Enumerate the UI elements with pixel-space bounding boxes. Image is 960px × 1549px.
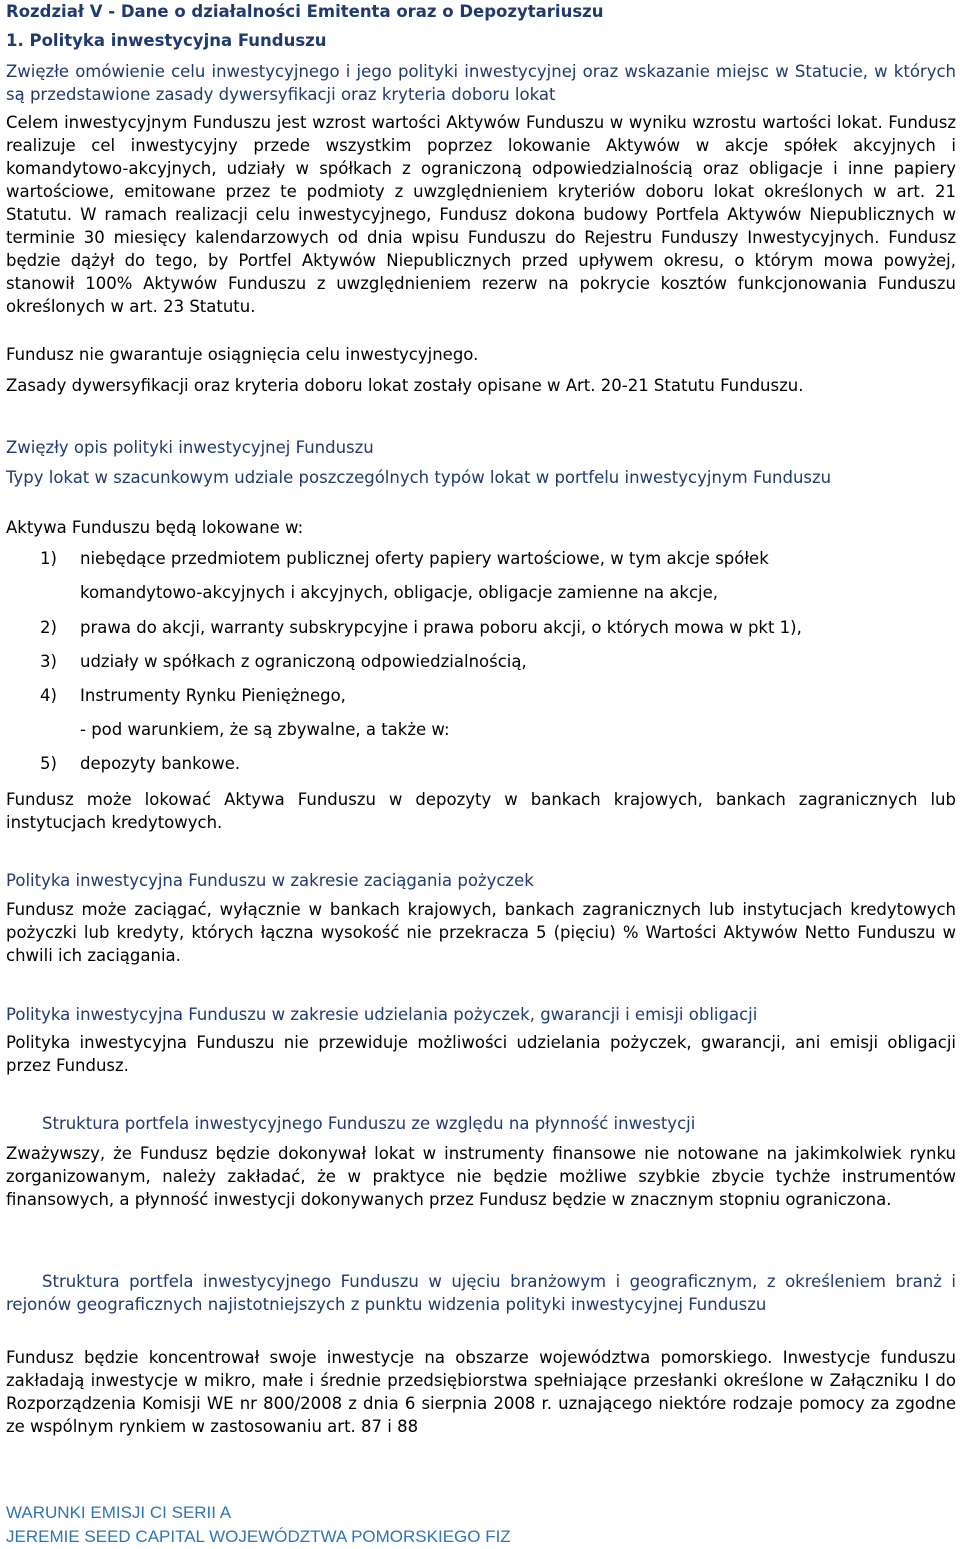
sector-heading: Struktura portfela inwestycyjnego Funduszu w ujęciu branżowym i geograficznym, z określeniem branż i rejonów geograficznych najistotniejszych z punktu widzenia polityki inwestycyjnej Funduszu: [6, 1272, 956, 1314]
list-text: udziały w spółkach z ograniczoną odpowiedzialnością,: [80, 652, 527, 671]
assets-intro: Aktywa Funduszu będą lokowane w:: [6, 518, 304, 537]
list-item: [6, 547, 956, 581]
list-number: 4): [40, 686, 57, 705]
list-text: prawa do akcji, warranty subskrypcyjne i prawa poboru akcji, o których mowa w pkt 1),: [80, 618, 802, 637]
lending-paragraph: Polityka inwestycyjna Funduszu nie przewiduje możliwości udzielania pożyczek, gwarancji, ani emisji obligacji przez Fundusz.: [6, 1033, 956, 1075]
list-item: [6, 684, 956, 718]
section-title: 1. Polityka inwestycyjna Funduszu: [6, 31, 327, 50]
list-text: niebędące przedmiotem publicznej oferty papiery wartościowe, w tym akcje spółek: [80, 549, 769, 568]
list-item: [6, 752, 956, 786]
list-number: 5): [40, 754, 57, 773]
asset-list: [6, 547, 956, 786]
no-guarantee-paragraph: Fundusz nie gwarantuje osiągnięcia celu inwestycyjnego.: [6, 345, 479, 364]
intro-heading: Zwięzłe omówienie celu inwestycyjnego i jego polityki inwestycyjnej oraz wskazanie miejsc w Statucie, w których są przedstawione zasady dywersyfikacji oraz kryteria doboru lokat: [6, 62, 956, 104]
liquidity-heading: Struktura portfela inwestycyjnego Funduszu ze względu na płynność inwestycji: [42, 1114, 696, 1133]
list-text: depozyty bankowe.: [80, 754, 241, 773]
list-text: Instrumenty Rynku Pieniężnego,: [80, 686, 346, 705]
list-item: [6, 650, 956, 684]
deposits-paragraph: Fundusz może lokować Aktywa Funduszu w depozyty w bankach krajowych, bankach zagranicznych lub instytucjach kredytowych.: [6, 790, 956, 832]
lending-heading: Polityka inwestycyjna Funduszu w zakresie udzielania pożyczek, gwarancji i emisji obligacji: [6, 1005, 758, 1024]
sector-paragraph: Fundusz będzie koncentrował swoje inwestycje na obszarze województwa pomorskiego. Inwestycje funduszu zakładają inwestycje w mikro, małe i średnie przedsiębiorstwa spełniające przesłanki określone w Załączniku I do Rozporządzenia Komisji WE nr 800/2008 z dnia 6 sierpnia 2008 r. uznającego niektóre rodzaje pomocy za zgodne ze wspólnym rynkiem w zastosowaniu art. 87 i 88: [6, 1348, 956, 1436]
list-number: 1): [40, 549, 57, 568]
policy-heading: Zwięzły opis polityki inwestycyjnej Funduszu: [6, 438, 374, 457]
chapter-title: Rozdział V - Dane o działalności Emitenta oraz o Depozytariuszu: [6, 2, 604, 21]
types-heading: Typy lokat w szacunkowym udziale poszczególnych typów lokat w portfelu inwestycyjnym Funduszu: [6, 468, 832, 487]
list-number: 3): [40, 652, 57, 671]
footer-line-2: JEREMIE SEED CAPITAL WOJEWÓDZTWA POMORSKIEGO FIZ: [6, 1527, 511, 1546]
list-item: [6, 616, 956, 650]
loans-heading: Polityka inwestycyjna Funduszu w zakresie zaciągania pożyczek: [6, 871, 534, 890]
list-continuation: komandytowo-akcyjnych i akcyjnych, obligacje, obligacje zamienne na akcje,: [80, 583, 719, 602]
list-continuation: - pod warunkiem, że są zbywalne, a także w:: [80, 720, 450, 739]
footer-line-1: WARUNKI EMISJI CI SERII A: [6, 1503, 232, 1522]
list-number: 2): [40, 618, 57, 637]
liquidity-paragraph: Zważywszy, że Fundusz będzie dokonywał lokat w instrumenty finansowe nie notowane na jakimkolwiek rynku zorganizowanym, należy zakładać, że w praktyce nie będzie możliwe szybkie zbycie tychże instrumentów finansowych, a płynność inwestycji dokonywanych przez Fundusz będzie w znacznym stopniu ograniczona.: [6, 1144, 956, 1209]
goal-paragraph: Celem inwestycyjnym Funduszu jest wzrost wartości Aktywów Funduszu w wyniku wzrostu wartości lokat. Fundusz realizuje cel inwestycyjny przede wszystkim poprzez lokowanie Aktywów w akcje spółek akcyjnych i komandytowo-akcyjnych, udziały w spółkach z ograniczoną odpowiedzialnością oraz obligacje i inne papiery wartościowe, emitowane przez te podmioty z uwzględnieniem kryteriów doboru lokat określonych w art. 21 Statutu. W ramach realizacji celu inwestycyjnego, Fundusz dokona budowy Portfela Aktywów Niepublicznych w terminie 30 miesięcy kalendarzowych od dnia wpisu Funduszu do Rejestru Funduszy Inwestycyjnych. Fundusz będzie dążył do tego, by Portfel Aktywów Niepublicznych przed upływem okresu, o którym mowa powyżej, stanowił 100% Aktywów Funduszu z uwzględnieniem rezerw na pokrycie kosztów funkcjonowania Funduszu określonych w art. 23 Statutu.: [6, 113, 956, 316]
loans-paragraph: Fundusz może zaciągać, wyłącznie w bankach krajowych, bankach zagranicznych lub instytucjach kredytowych pożyczki lub kredyty, których łączna wysokość nie przekracza 5 (pięciu) % Wartości Aktywów Netto Funduszu w chwili ich zaciągania.: [6, 900, 956, 965]
diversification-paragraph: Zasady dywersyfikacji oraz kryteria doboru lokat zostały opisane w Art. 20-21 Statutu Funduszu.: [6, 376, 804, 395]
